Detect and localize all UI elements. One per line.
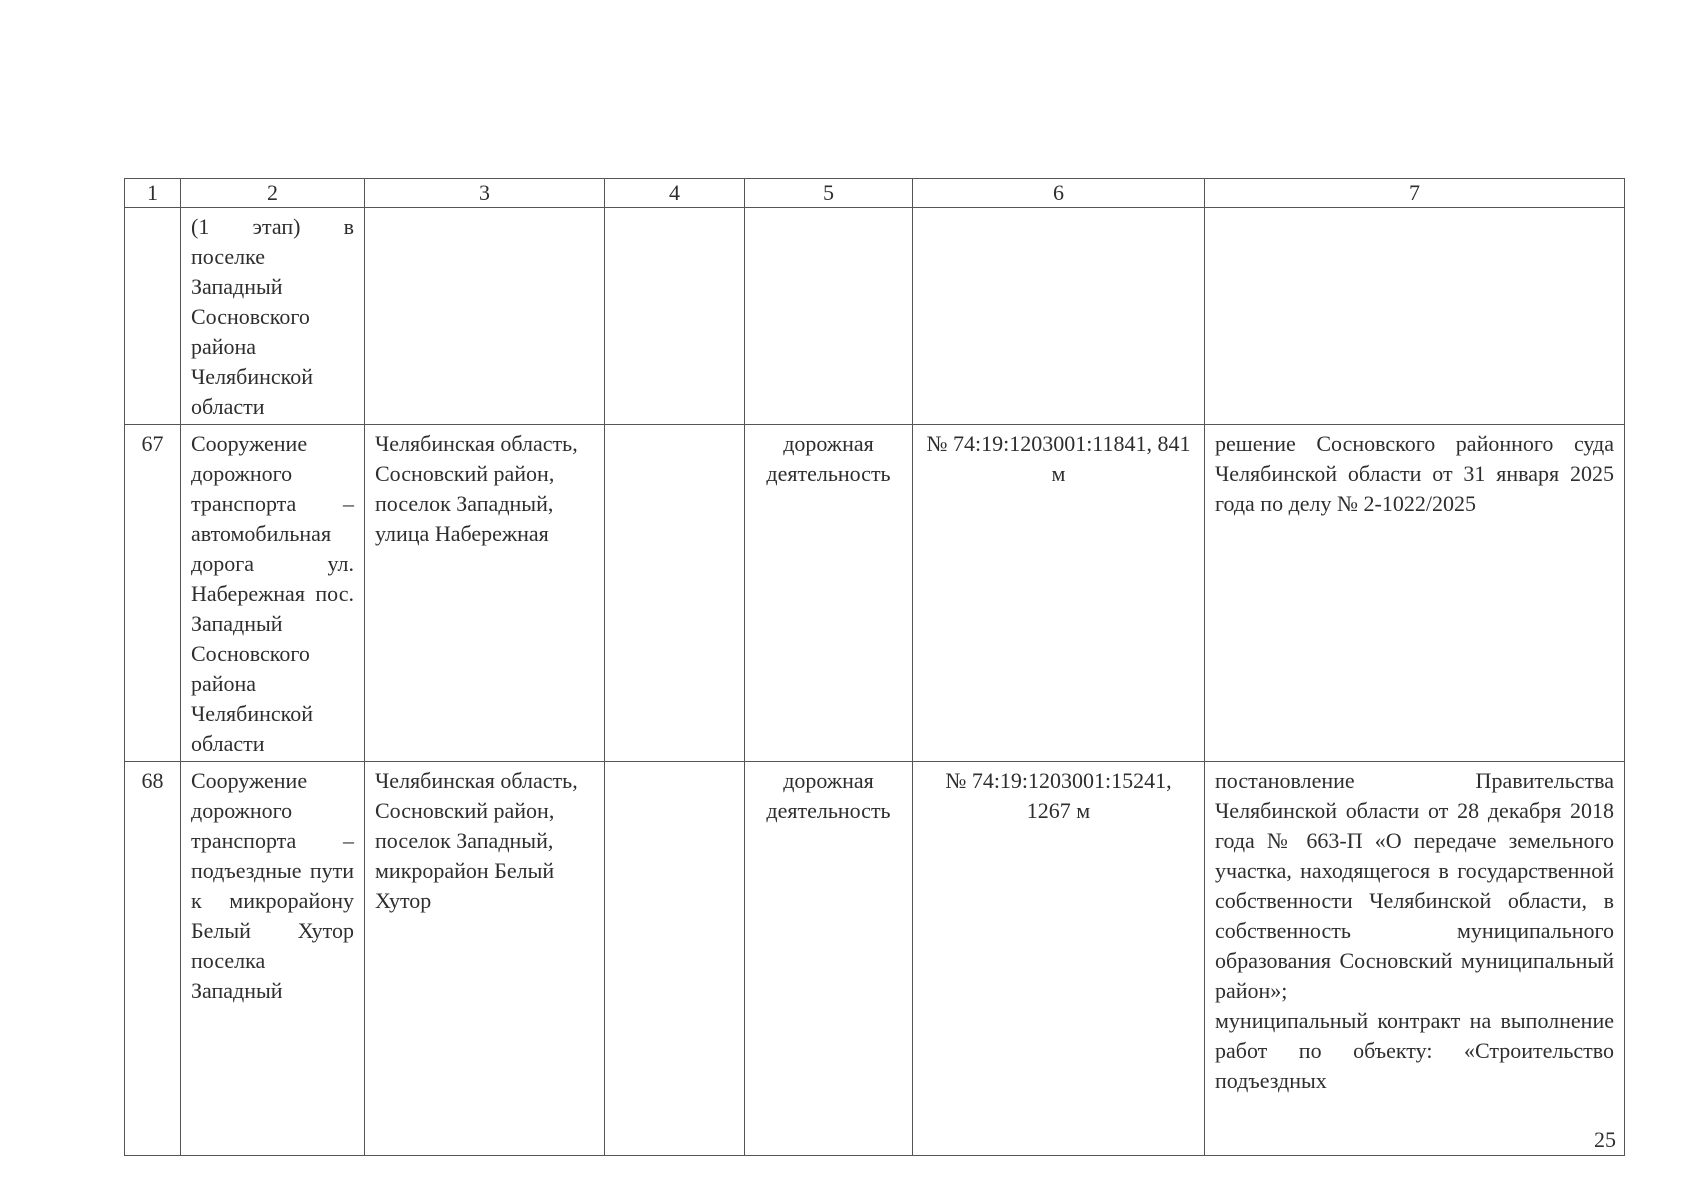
object-column-4: [605, 762, 745, 1156]
column-number-row: [125, 179, 1625, 208]
object-name: (1 этап) в поселке Западный Сосновского района Челябинской области: [181, 208, 365, 425]
column-number-1: 1: [125, 179, 181, 208]
cadastral-number: № 74:19:1203001:11841, 841 м: [913, 425, 1205, 762]
table-row: [125, 762, 1625, 1156]
column-number-7: 7: [1205, 179, 1625, 208]
legal-basis: решение Сосновского районного суда Челябинской области от 31 января 2025 года по делу № 2-1022/2025: [1205, 425, 1625, 762]
column-number-5: 5: [745, 179, 913, 208]
activity-type: дорожная деятельность: [745, 425, 913, 762]
table-row: [125, 208, 1625, 425]
object-address: [365, 208, 605, 425]
activity-type: дорожная деятельность: [745, 762, 913, 1156]
object-name: Сооружение дорожного транспорта – автомобильная дорога ул. Набережная пос. Западный Сосновского района Челябинской области: [181, 425, 365, 762]
column-number-6: 6: [913, 179, 1205, 208]
column-number-2: 2: [181, 179, 365, 208]
row-number: [125, 208, 181, 425]
row-number: 67: [125, 425, 181, 762]
cadastral-number: № 74:19:1203001:15241, 1267 м: [913, 762, 1205, 1156]
cadastral-number: [913, 208, 1205, 425]
register-table: [124, 178, 1625, 1156]
object-address: Челябинская область, Сосновский район, поселок Западный, улица Набережная: [365, 425, 605, 762]
legal-basis-resolution: постановление Правительства Челябинской области от 28 декабря 2018 года № 663-П «О передаче земельного участка, находящегося в государственной собственности Челябинской области, в собственность муниципального образования Сосновский муниципальный район»;: [1215, 768, 1614, 1003]
legal-basis: [1205, 208, 1625, 425]
table-row: [125, 425, 1625, 762]
object-column-4: [605, 425, 745, 762]
object-address: Челябинская область, Сосновский район, поселок Западный, микрорайон Белый Хутор: [365, 762, 605, 1156]
object-column-4: [605, 208, 745, 425]
legal-basis: [1205, 762, 1625, 1156]
page-number: 25: [1594, 1127, 1616, 1152]
column-number-3: 3: [365, 179, 605, 208]
column-number-4: 4: [605, 179, 745, 208]
legal-basis-contract: муниципальный контракт на выполнение работ по объекту: «Строительство подъездных: [1215, 1008, 1614, 1093]
activity-type: [745, 208, 913, 425]
row-number: 68: [125, 762, 181, 1156]
object-name: Сооружение дорожного транспорта – подъездные пути к микрорайону Белый Хутор поселка Западный: [181, 762, 365, 1156]
